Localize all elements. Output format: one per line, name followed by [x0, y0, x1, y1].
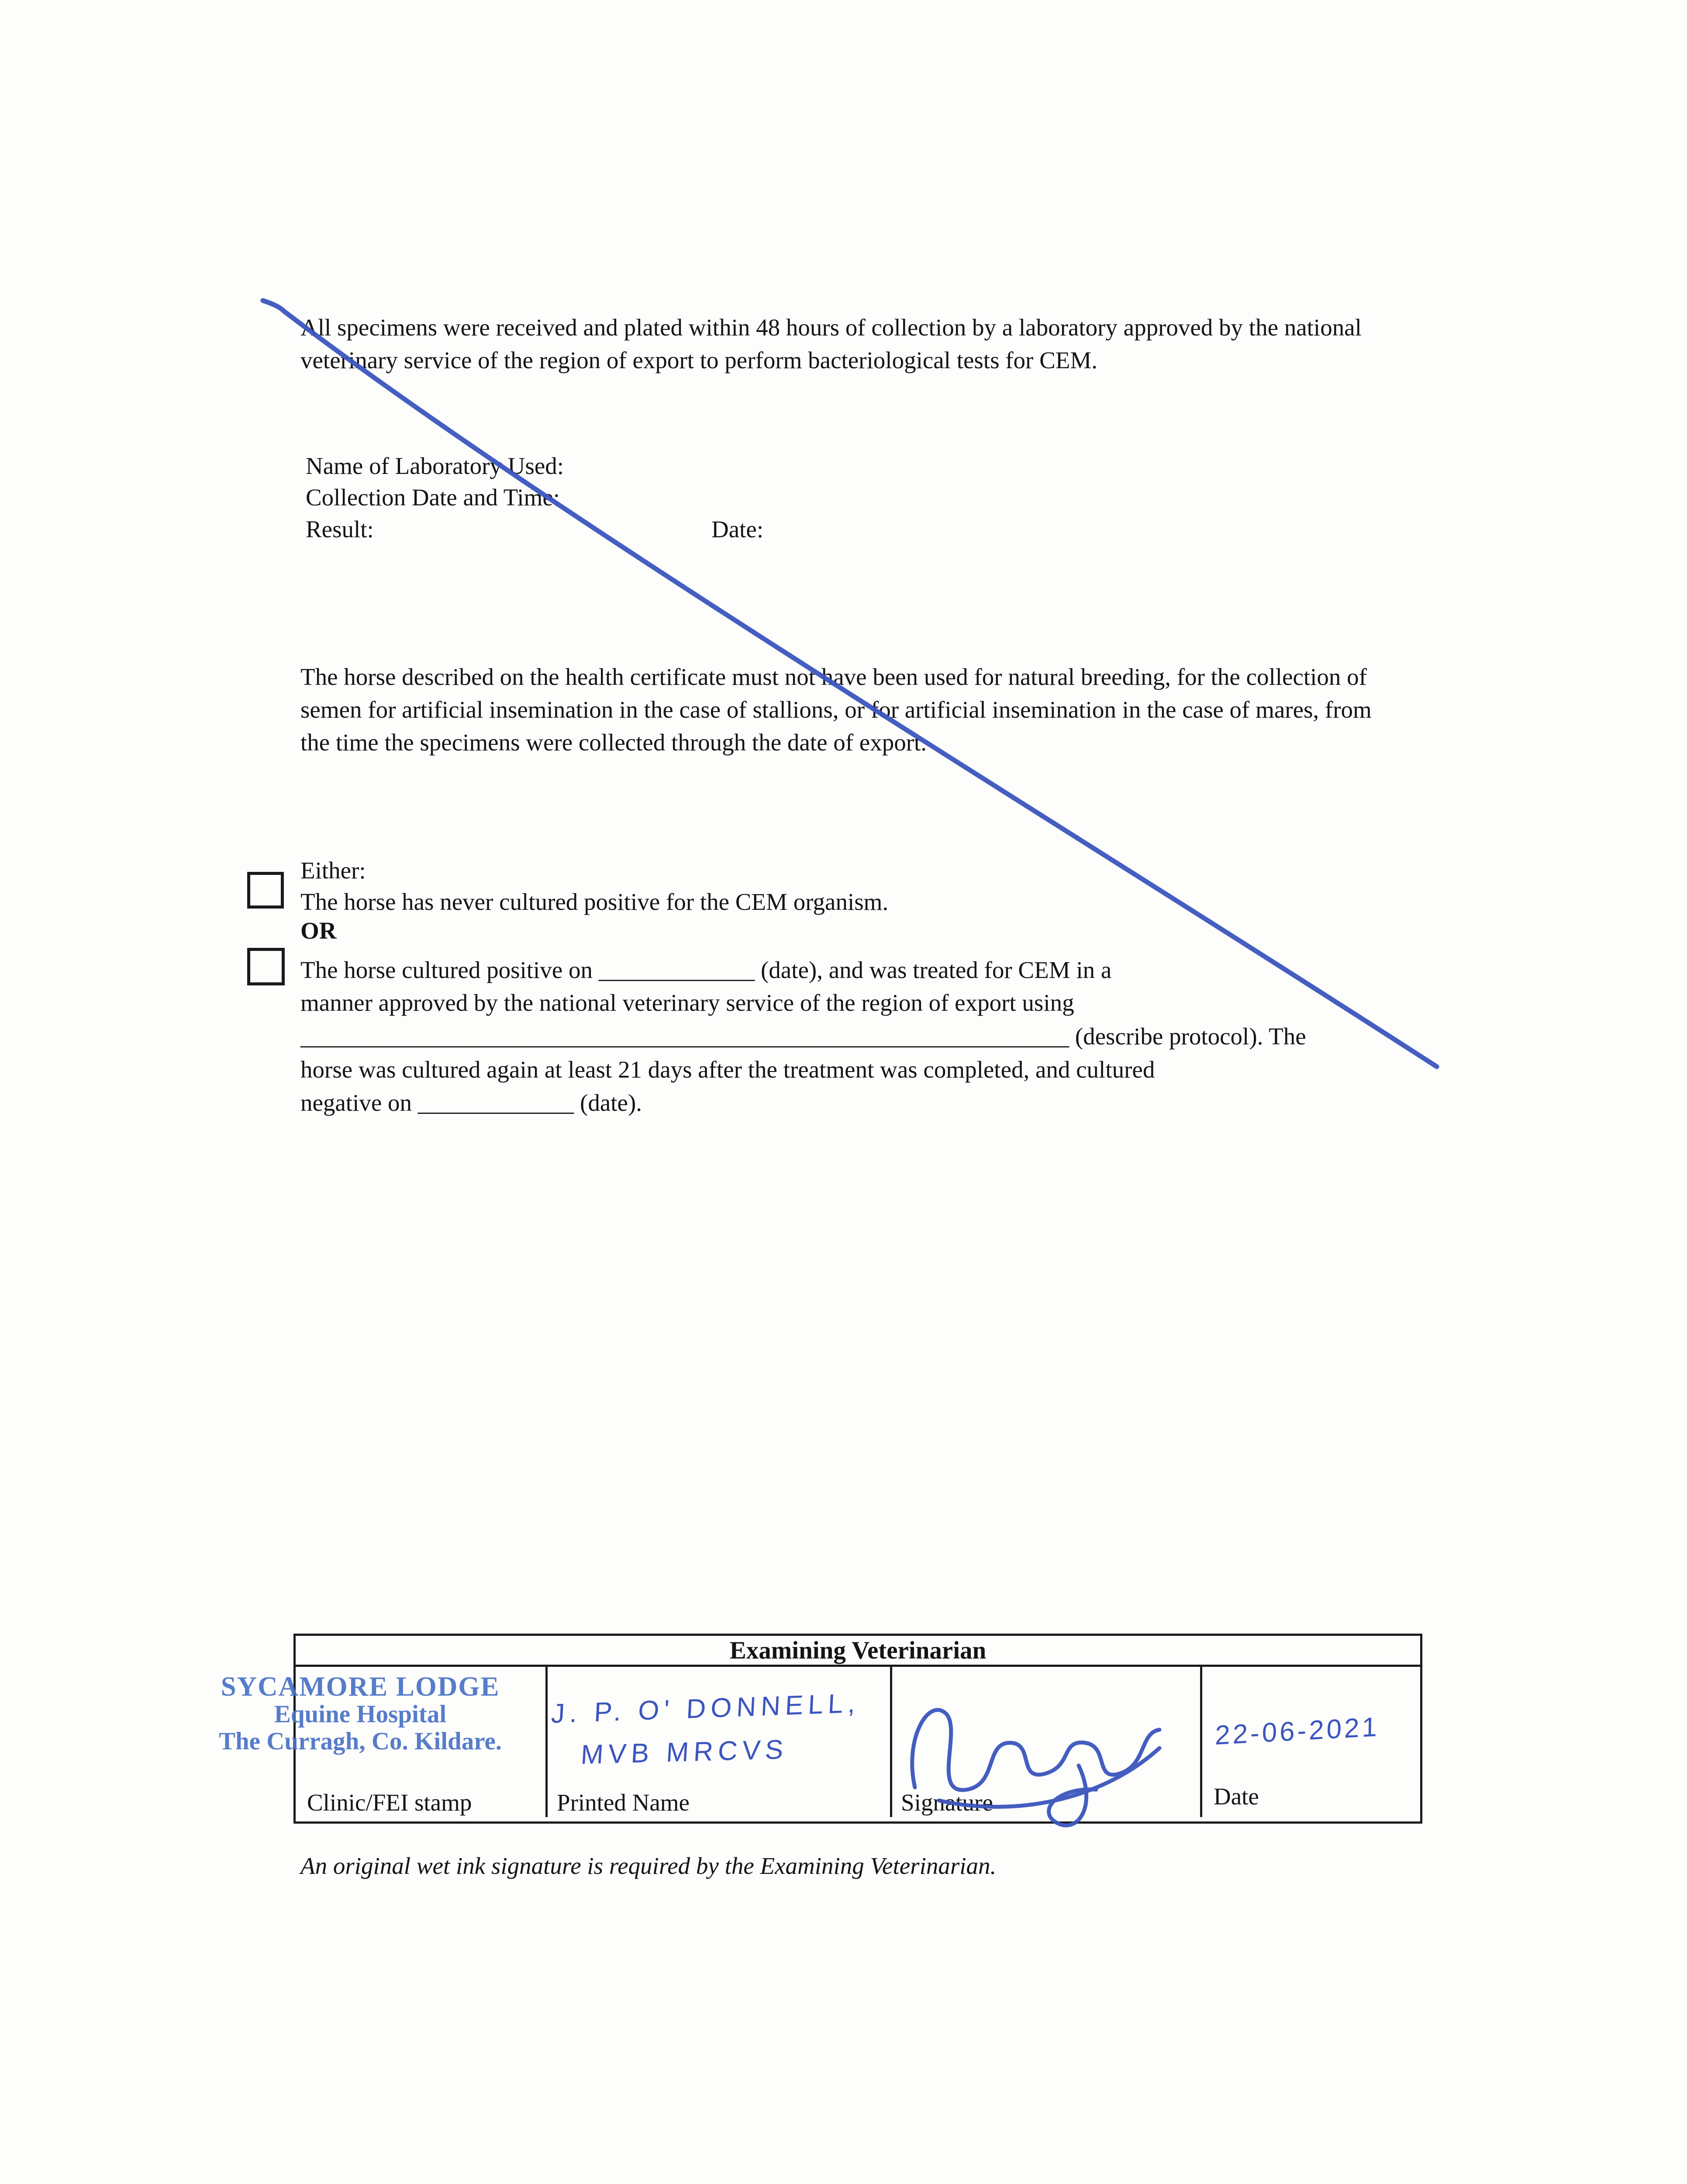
table-divider-2: [890, 1667, 892, 1817]
lab-name-label: Name of Laboratory Used:: [306, 453, 564, 479]
option2-checkbox[interactable]: [247, 948, 285, 985]
option1-checkbox[interactable]: [247, 872, 284, 909]
stamp-line3: The Curragh, Co. Kildare.: [218, 1728, 502, 1755]
table-divider-1: [545, 1667, 548, 1817]
breeding-paragraph: The horse described on the health certificate must not have been used for natural breeding, for the collection of semen for artificial insemination in the case of stallions, or for artificial insemination in the case of mares, from the time the specimens were collected through the date of export.: [300, 663, 1372, 756]
result-label: Result:: [306, 516, 374, 543]
option2-line1: The horse cultured positive on _____________ (date), and was treated for CEM in a: [300, 957, 1112, 983]
stamp-line2: Equine Hospital: [274, 1700, 447, 1728]
table-divider-3: [1200, 1667, 1202, 1817]
option2-line2: manner approved by the national veterinary service of the region of export using: [300, 989, 1074, 1016]
stamp-line1: SYCAMORE LODGE: [221, 1671, 500, 1702]
option2-line3: ________________________________________________________________ (describe protocol). The: [300, 1023, 1306, 1050]
collection-date-label: Collection Date and Time:: [306, 484, 560, 511]
specimens-paragraph: All specimens were received and plated within 48 hours of collection by a laboratory approved by the national veterinary service of the region of export to perform bacteriological tests for CEM.: [300, 314, 1362, 373]
date-column-label: Date: [1214, 1783, 1259, 1810]
either-label: Either:: [300, 857, 366, 884]
date-label: Date:: [711, 516, 764, 543]
option2-line5: negative on _____________ (date).: [300, 1089, 642, 1116]
wet-ink-footnote: An original wet ink signature is required by the Examining Veterinarian.: [300, 1852, 997, 1879]
signature-label: Signature: [901, 1789, 993, 1816]
printed-name-label: Printed Name: [557, 1789, 690, 1816]
option1-text: The horse has never cultured positive for the CEM organism.: [300, 888, 889, 915]
printed-name-handwriting-line1: J. P. O' DONNELL,: [550, 1688, 861, 1729]
clinic-stamp-label: Clinic/FEI stamp: [307, 1789, 472, 1816]
or-label: OR: [300, 917, 337, 944]
clinic-stamp: [188, 1672, 533, 1755]
option2-line4: horse was cultured again at least 21 days after the treatment was completed, and cultured: [300, 1056, 1155, 1083]
date-handwriting: 22-06-2021: [1214, 1712, 1380, 1751]
table-header: Examining Veterinarian: [296, 1636, 1420, 1667]
printed-name-handwriting-line2: MVB MRCVS: [580, 1734, 789, 1770]
